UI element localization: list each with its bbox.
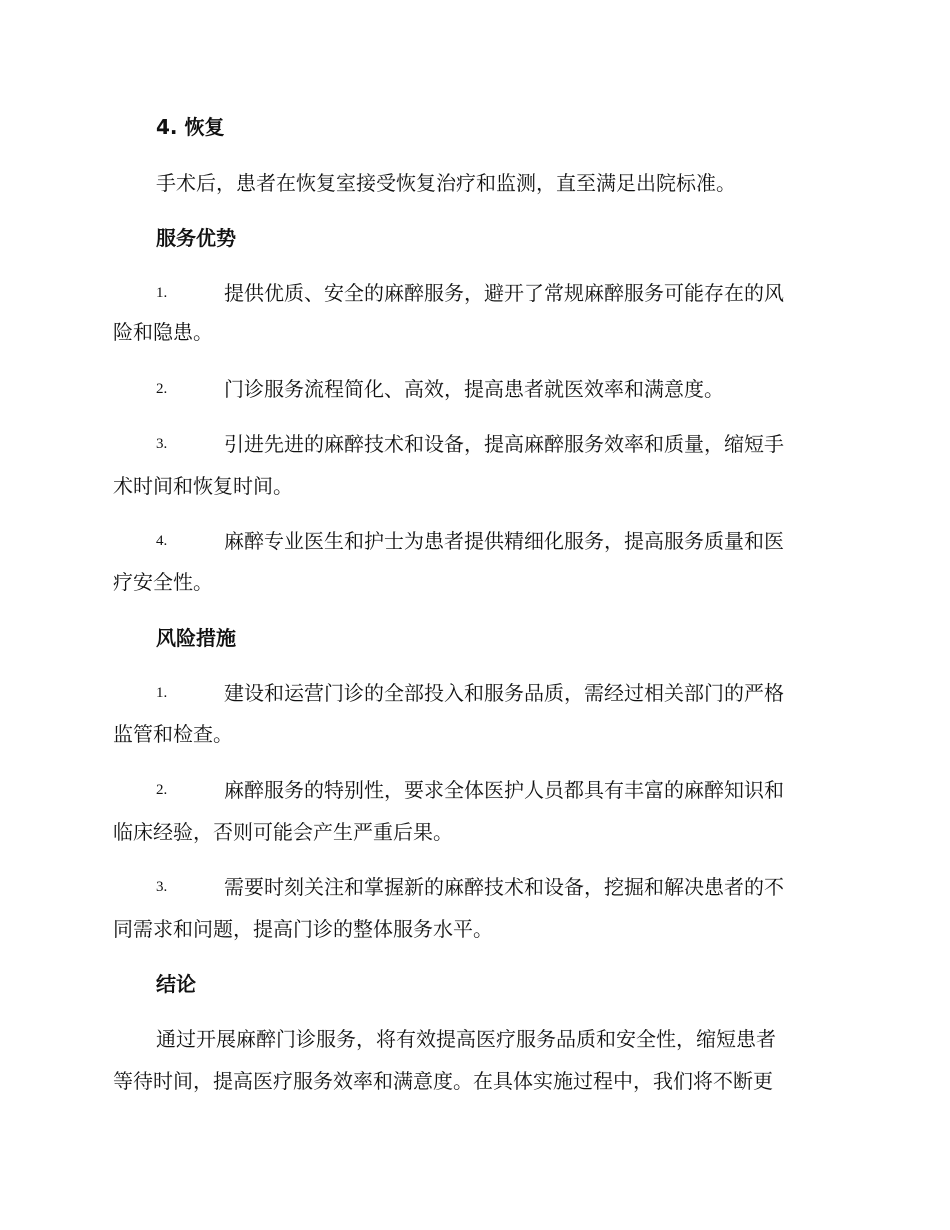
list-item-text-continued: 监管和检查。: [113, 722, 233, 746]
list-item-text-continued: 疗安全性。: [113, 570, 213, 594]
list-item-number: 4.: [156, 533, 168, 549]
list-item-number: 2.: [156, 782, 168, 798]
list-item-text-continued: 同需求和问题，提高门诊的整体服务水平。: [113, 917, 493, 941]
list-item-text: 引进先进的麻醉技术和设备，提高麻醉服务效率和质量，缩短手: [224, 432, 784, 456]
section-heading-conclusion: 结论: [156, 972, 196, 996]
section-heading-advantages: 服务优势: [156, 226, 236, 250]
list-item-number: 1.: [156, 685, 168, 701]
list-item-text-continued: 术时间和恢复时间。: [113, 474, 293, 498]
list-item-text: 门诊服务流程简化、高效，提高患者就医效率和满意度。: [224, 377, 724, 401]
recovery-paragraph: 手术后，患者在恢复室接受恢复治疗和监测，直至满足出院标准。: [156, 171, 736, 195]
section-heading-risks: 风险措施: [156, 626, 236, 650]
conclusion-paragraph-line: 等待时间，提高医疗服务效率和满意度。在具体实施过程中，我们将不断更: [113, 1069, 773, 1093]
list-item-text: 麻醉服务的特别性，要求全体医护人员都具有丰富的麻醉知识和: [224, 778, 784, 802]
list-item-number: 3.: [156, 436, 168, 452]
list-item-text: 建设和运营门诊的全部投入和服务品质，需经过相关部门的严格: [224, 681, 784, 705]
conclusion-paragraph-line: 通过开展麻醉门诊服务，将有效提高医疗服务品质和安全性，缩短患者: [156, 1027, 776, 1051]
list-item-text: 需要时刻关注和掌握新的麻醉技术和设备，挖掘和解决患者的不: [224, 875, 784, 899]
list-item-text: 提供优质、安全的麻醉服务，避开了常规麻醉服务可能存在的风: [224, 281, 784, 305]
list-item-number: 2.: [156, 381, 168, 397]
list-item-text: 麻醉专业医生和护士为患者提供精细化服务，提高服务质量和医: [224, 529, 784, 553]
list-item-number: 3.: [156, 879, 168, 895]
list-item-text-continued: 险和隐患。: [113, 320, 213, 344]
list-item-text-continued: 临床经验，否则可能会产生严重后果。: [113, 820, 453, 844]
section-heading-recovery: 4. 恢复: [156, 115, 225, 139]
list-item-number: 1.: [156, 285, 168, 301]
